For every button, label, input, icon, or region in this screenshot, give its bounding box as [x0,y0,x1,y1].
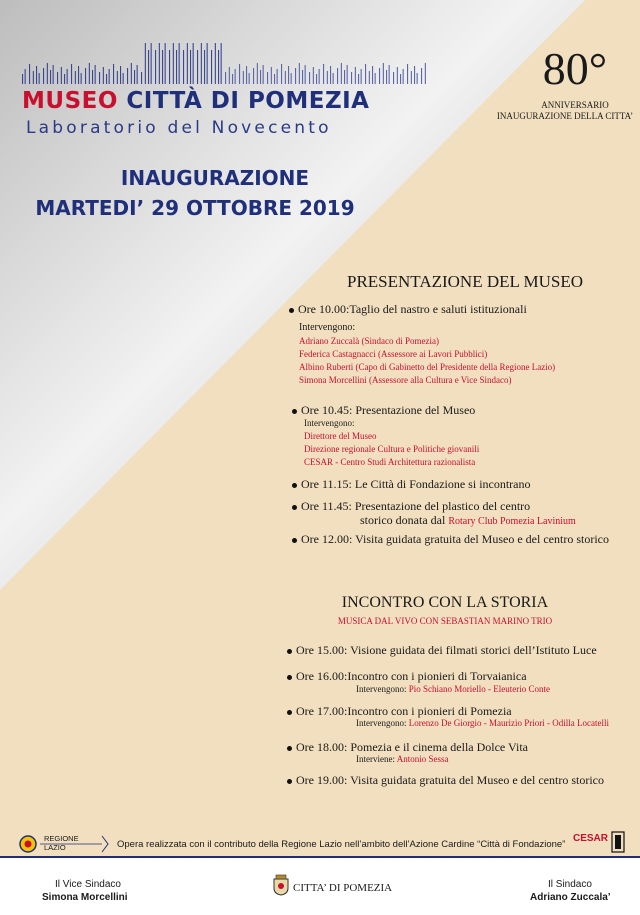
speakers-line [356,754,449,764]
logo-bar [411,71,412,84]
logo-bar [403,69,404,84]
logo-bar [131,63,132,84]
speaker: CESAR - Centro Studi Architettura razionalista [304,457,476,467]
logo-bar [187,43,188,84]
event-1115 [292,477,531,492]
event-1800 [287,740,528,755]
credit-text: Opera realizzata con il contributo della Regione Lazio nell’ambito dell’Azione Cardine “Città di Fondazione” [117,839,566,850]
logo-bar [218,50,219,84]
logo-bar [277,69,278,84]
logo-bar [29,64,30,84]
speaker: Federica Castagnacci (Assessore ai Lavori Pubblici) [299,349,488,359]
logo-bar [53,65,54,84]
sindaco-name: Adriano Zuccala’ [530,892,611,903]
logo-bar [120,66,121,84]
logo-bar [239,64,240,84]
cesar-mark-icon [611,831,625,853]
logo-bar [176,50,177,84]
logo-bar [425,63,426,84]
logo-bar [99,72,100,84]
logo-bar [386,70,387,84]
logo-bar [333,73,334,84]
event-1700 [287,704,512,719]
logo-bar [190,50,191,84]
speaker: Direttore del Museo [304,431,377,441]
logo-bar [64,74,65,84]
logo-bar [232,74,233,84]
section-subtitle: MUSICA DAL VIVO CON SEBASTIAN MARINO TRIO [337,616,553,626]
speakers: Pio Schiano Moriello - Eleuterio Conte [408,684,550,694]
crest-shield-icon [272,874,290,896]
logo-bar [134,70,135,84]
speakers-label: Intervengono: [356,684,407,694]
bullet-icon [292,409,297,414]
event-text: Ore 10.00:Taglio del nastro e saluti istituzionali [298,302,527,316]
museum-subtitle: Laboratorio del Novecento [26,118,332,138]
logo-bar [197,50,198,84]
logo-bar [347,65,348,84]
museum-logo-bars [22,34,428,84]
logo-bar [302,70,303,84]
logo-bar [249,73,250,84]
logo-bar [337,68,338,84]
logo-bar [117,71,118,84]
logo-bar [33,71,34,84]
logo-bar [148,50,149,84]
event-1500 [287,643,597,658]
logo-bar [400,74,401,84]
speakers-label: Intervengono: [304,418,355,428]
logo-bar [221,43,222,84]
logo-bar [271,67,272,84]
anniversary-number: 80° [542,43,608,94]
museum-title-part2: CITTÀ DI POMEZIA [126,88,370,114]
bullet-icon [287,649,292,654]
logo-bar [89,63,90,84]
event-1000 [289,302,527,317]
bullet-icon [289,308,294,313]
logo-bar [281,64,282,84]
speakers: Lorenzo De Giorgio - Maurizio Priori - Odilla Locatelli [408,718,610,728]
logo-bar [57,72,58,84]
logo-bar [421,68,422,84]
logo-bar [267,72,268,84]
logo-bar [235,69,236,84]
logo-bar [383,63,384,84]
rotary-club: Rotary Club Pomezia Lavinium [448,516,576,527]
logo-bar [243,71,244,84]
logo-bar [365,64,366,84]
speaker: Simona Morcellini (Assessore alla Cultura e Vice Sindaco) [299,375,512,385]
logo-bar [141,72,142,84]
event-1045 [292,403,475,418]
logo-bar [257,63,258,84]
city-name: CITTA’ DI POMEZIA [293,882,393,894]
logo-bar [299,63,300,84]
section-title-incontro: INCONTRO CON LA STORIA [341,594,549,611]
event-text: Ore 15.00: Visione guidata dei filmati storici dell’Istituto Luce [296,643,597,657]
speakers-line [356,684,550,694]
logo-bar [193,43,194,84]
logo-bar [36,66,37,84]
logo-bar [71,64,72,84]
logo-bar [109,69,110,84]
logo-bar [25,69,26,84]
logo-bar [106,74,107,84]
event-1900 [287,773,604,788]
speakers: Antonio Sessa [396,754,449,764]
footer-divider [0,856,640,858]
speaker: Albino Ruberti (Capo di Gabinetto del Presidente della Regione Lazio) [299,362,556,372]
logo-bar [358,74,359,84]
inauguration-title: INAUGURAZIONE [120,166,310,190]
logo-bar [151,43,152,84]
speakers-label: Intervengono: [356,718,407,728]
logo-bar [295,68,296,84]
event-1145-line2 [360,513,576,528]
bullet-icon [287,779,292,784]
logo-bar [165,43,166,84]
logo-bar [288,66,289,84]
logo-bar [330,66,331,84]
logo-bar [155,50,156,84]
logo-bar [389,65,390,84]
logo-bar [61,67,62,84]
logo-bar [372,66,373,84]
event-1600 [287,669,527,684]
event-text: Ore 19.00: Visita guidata gratuita del Museo e del centro storico [296,773,604,787]
logo-bar [263,65,264,84]
logo-bar [137,65,138,84]
event-1145 [292,499,530,514]
event-text: Ore 17.00:Incontro con i pionieri di Pomezia [296,704,512,718]
logo-bar [327,71,328,84]
bullet-icon [292,505,297,510]
logo-bar [351,72,352,84]
logo-bar [319,69,320,84]
logo-bar [323,64,324,84]
logo-bar [316,74,317,84]
logo-bar [43,68,44,84]
bullet-icon [287,675,292,680]
speaker: Adriano Zuccalà (Sindaco di Pomezia) [299,336,439,346]
museum-title-part1: MUSEO [22,88,118,114]
logo-bar [274,74,275,84]
logo-bar [305,65,306,84]
logo-bar [179,43,180,84]
event-text-2: storico donata dal [360,513,446,527]
logo-bar [169,50,170,84]
museum-title [22,88,370,114]
bullet-icon [287,746,292,751]
logo-bar [229,67,230,84]
logo-bar [309,72,310,84]
pomezia-crest-icon [272,874,290,896]
logo-bar [260,70,261,84]
logo-bar [173,43,174,84]
speakers-line [356,718,609,728]
logo-bar [75,71,76,84]
logo-bar [162,50,163,84]
logo-bar [22,74,23,84]
logo-bar [417,73,418,84]
event-1200 [292,532,609,547]
logo-bar [113,64,114,84]
bullet-icon [287,710,292,715]
event-text: Ore 16.00:Incontro con i pionieri di Torvaianica [296,669,527,683]
logo-bar [393,72,394,84]
logo-bar [183,50,184,84]
logo-bar [341,63,342,84]
logo-bar [39,73,40,84]
logo-bar [375,73,376,84]
event-text: Ore 11.45: Presentazione del plastico del centro [301,499,531,513]
logo-bar [78,66,79,84]
logo-bar [285,71,286,84]
logo-bar [95,65,96,84]
section-title-presentazione: PRESENTAZIONE DEL MUSEO [347,272,583,291]
bullet-icon [292,538,297,543]
bullet-icon [292,483,297,488]
logo-bar [103,67,104,84]
logo-bar [407,64,408,84]
regione-lazio-logo [18,834,110,854]
vice-sindaco-name: Simona Morcellini [42,892,128,903]
logo-bar [361,69,362,84]
speakers-label: Intervengono: [299,322,356,333]
event-text: Ore 12.00: Visita guidata gratuita del Museo e del centro storico [301,532,609,546]
logo-bar [92,70,93,84]
logo-bar [291,73,292,84]
logo-bar [85,68,86,84]
logo-bar [253,68,254,84]
logo-bar [211,50,212,84]
cesar-logo [573,831,631,855]
logo-bar [159,43,160,84]
logo-bar [127,68,128,84]
speaker: Direzione regionale Cultura e Politiche giovanili [304,444,480,454]
sindaco-role: Il Sindaco [548,879,592,890]
logo-bar [201,43,202,84]
event-text: Ore 11.15: Le Città di Fondazione si incontrano [301,477,531,491]
logo-bar [50,70,51,84]
logo-bar [369,71,370,84]
vice-sindaco-role: Il Vice Sindaco [55,879,121,890]
anniversary-line2: INAUGURAZIONE DELLA CITTA’ [496,111,634,121]
logo-bar [81,73,82,84]
logo-bar [47,63,48,84]
logo-bar [123,73,124,84]
event-text: Ore 18.00: Pomezia e il cinema della Dolce Vita [296,740,528,754]
logo-bar [215,43,216,84]
logo-bar [355,67,356,84]
logo-bar [145,43,146,84]
logo-bar [207,43,208,84]
logo-bar [204,50,205,84]
logo-bar [414,66,415,84]
regione-lazio-text: REGIONE LAZIO [44,834,79,852]
anniversary-line1: ANNIVERSARIO [541,100,609,110]
logo-bar [67,69,68,84]
cesar-text: CESAR [573,833,609,844]
inauguration-date: MARTEDI’ 29 OTTOBRE 2019 [35,196,355,220]
logo-bar [225,72,226,84]
speakers-label: Interviene: [356,754,395,764]
logo-bar [344,70,345,84]
logo-bar [313,67,314,84]
logo-bar [379,68,380,84]
logo-bar [397,67,398,84]
event-text: Ore 10.45: Presentazione del Museo [301,403,476,417]
logo-bar [246,66,247,84]
